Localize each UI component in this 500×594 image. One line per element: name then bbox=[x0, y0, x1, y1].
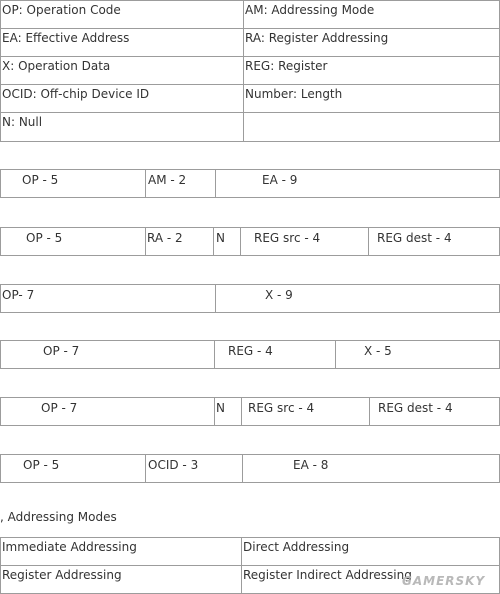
mode-text: Register Addressing bbox=[2, 568, 122, 582]
field-op bbox=[1, 170, 146, 197]
legend-text: OP: Operation Code bbox=[2, 3, 121, 17]
instruction-format-3 bbox=[0, 284, 500, 313]
legend-text: REG: Register bbox=[245, 59, 328, 73]
mode-text: Register Indirect Addressing bbox=[243, 568, 412, 582]
field-label: REG dest - 4 bbox=[377, 231, 452, 245]
legend-text: Number: Length bbox=[245, 87, 343, 101]
field-label: RA - 2 bbox=[147, 231, 183, 245]
field-reg-src bbox=[242, 398, 370, 425]
legend-text: EA: Effective Address bbox=[2, 31, 130, 45]
field-reg-dest bbox=[369, 228, 499, 255]
legend-text: AM: Addressing Mode bbox=[245, 3, 375, 17]
instruction-format-2 bbox=[0, 227, 500, 256]
field-label: OP- 7 bbox=[2, 288, 35, 302]
instruction-format-6 bbox=[0, 454, 500, 483]
field-op bbox=[1, 285, 216, 312]
field-ocid bbox=[146, 455, 243, 482]
legend-border bbox=[0, 0, 500, 142]
field-label: REG src - 4 bbox=[248, 401, 315, 415]
instruction-format-5 bbox=[0, 397, 500, 426]
field-label: EA - 9 bbox=[262, 173, 298, 187]
mode-text: Immediate Addressing bbox=[2, 540, 137, 554]
field-label: OCID - 3 bbox=[148, 458, 199, 472]
field-label: N bbox=[216, 401, 225, 415]
field-null bbox=[214, 228, 241, 255]
field-label: REG src - 4 bbox=[254, 231, 321, 245]
field-null bbox=[215, 398, 242, 425]
field-reg bbox=[215, 341, 336, 368]
field-ra bbox=[146, 228, 214, 255]
field-label: OP - 5 bbox=[26, 231, 63, 245]
field-label: X - 9 bbox=[265, 288, 293, 302]
legend-text: OCID: Off-chip Device ID bbox=[2, 87, 150, 101]
field-op bbox=[1, 455, 146, 482]
field-label: N bbox=[216, 231, 225, 245]
watermark-logo: GAMERSKY bbox=[402, 574, 486, 588]
field-ea bbox=[216, 170, 499, 197]
field-x bbox=[336, 341, 499, 368]
field-label: REG dest - 4 bbox=[378, 401, 453, 415]
field-am bbox=[146, 170, 216, 197]
legend-text: RA: Register Addressing bbox=[245, 31, 389, 45]
field-label: OP - 5 bbox=[22, 173, 59, 187]
field-label: AM - 2 bbox=[148, 173, 187, 187]
field-op bbox=[1, 398, 215, 425]
field-label: X - 5 bbox=[364, 344, 392, 358]
field-ea bbox=[243, 455, 499, 482]
field-label: REG - 4 bbox=[228, 344, 273, 358]
legend-text: N: Null bbox=[2, 115, 43, 129]
field-label: EA - 8 bbox=[293, 458, 329, 472]
field-x bbox=[216, 285, 499, 312]
legend-text: X: Operation Data bbox=[2, 59, 111, 73]
instruction-format-4 bbox=[0, 340, 500, 369]
field-reg-dest bbox=[370, 398, 499, 425]
field-reg-src bbox=[241, 228, 369, 255]
field-label: OP - 7 bbox=[41, 401, 78, 415]
field-op bbox=[1, 228, 146, 255]
instruction-format-1 bbox=[0, 169, 500, 198]
mode-text: Direct Addressing bbox=[243, 540, 350, 554]
section-title: , Addressing Modes bbox=[0, 510, 117, 524]
field-op bbox=[1, 341, 215, 368]
field-label: OP - 5 bbox=[23, 458, 60, 472]
field-label: OP - 7 bbox=[43, 344, 80, 358]
